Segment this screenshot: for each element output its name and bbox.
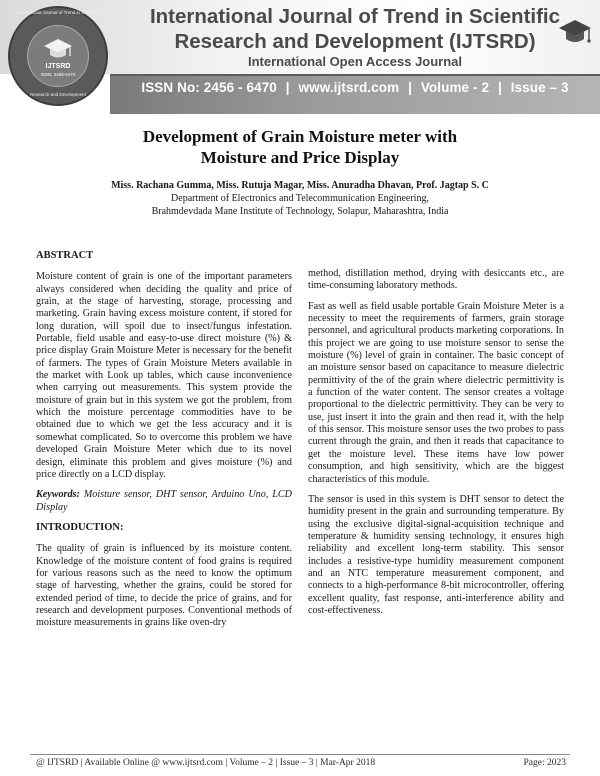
paper-title-line2: Moisture and Price Display <box>200 148 400 167</box>
keywords-label: Keywords: <box>36 489 80 501</box>
abstract-heading: ABSTRACT <box>36 250 94 261</box>
keywords-text: Moisture sensor, DHT sensor, Arduino Uno, LCD Display <box>36 489 292 513</box>
separator: | <box>285 80 290 95</box>
introduction-heading: INTRODUCTION: <box>36 521 124 533</box>
paper-title-line1: Development of Grain Moisture meter with <box>142 127 458 146</box>
keywords-line <box>36 489 292 514</box>
logo-issn: ISSN: 2456-6470 <box>40 72 76 77</box>
logo-ring-bottom-text: Research and Development <box>30 92 86 98</box>
abstract-text: Moisture content of grain is one of the important parameters always considered when deciding the quality and price of grain, at the stage of harvesting, storage, processing and marketing. Grain having excess moisture content, if stored for long duration, will spoil due to insect/fungus infestation. Portable, field usable and easy-to-use direct moisture (%) & price display Grain Moisture Meter is necessary for the benefit of farmers. The types of Grain Moisture Meters available in the market with Look up tables, which cause inconvenience when carrying out measurements. This system provide the moisture of grain but in this system we got the problem, from which the moisture percentage commodities have to be obtained due to which we get the less accuracy and it is somewhat complicated. So to overcome this problem we have developed Grain Moisture Meter which due to its novel design, eliminate this problem and gives moisture (%) and price directly on a LCD display. <box>36 271 292 480</box>
footer-divider <box>30 754 570 755</box>
left-column <box>36 250 292 638</box>
page-footer <box>36 758 566 768</box>
issn-number: ISSN No: 2456 - 6470 <box>141 80 277 95</box>
graduation-cap-icon <box>558 18 592 46</box>
page-number: Page: 2023 <box>523 758 566 768</box>
paper-title <box>40 126 560 168</box>
logo-ring-top-text: International Journal of Trend in Scientific <box>16 10 100 15</box>
journal-website-link[interactable]: www.ijtsrd.com <box>298 80 400 95</box>
separator: | <box>497 80 502 95</box>
separator: | <box>408 80 412 95</box>
journal-name <box>120 4 590 54</box>
introduction-text: The quality of grain is influenced by its moisture content. Knowledge of the moisture content of food grains is required for various reasons such as the need to know the optimum stage of harvesting, whether the grains, could be stored for extended period of time, to decide the price of grains, and for research and development purposes. Conventional methods of moisture measurements in grains like oven-dry <box>36 543 292 629</box>
right-paragraph-3: The sensor is used in this system is DHT sensor to detect the humidity present in the grain and surrounding temperature. By using the exclusive digital-signal-acquisition technique and temperature & humidity sensing technology, it ensures high reliability and excellent long-term stability. This sensor includes a resistive-type humidity measurement component and an NTC temperature measurement component, and connects to a high-performance 8-bit microcontroller, offering excellent quality, fast response, anti-interference ability and cost-effectiveness. <box>308 493 564 616</box>
author-list: Miss. Rachana Gumma, Miss. Rutuja Magar, Miss. Anuradha Dhavan, Prof. Jagtap S. C <box>111 180 489 191</box>
journal-name-line2: Research and Development (IJTSRD) <box>174 30 536 53</box>
footer-citation: @ IJTSRD | Available Online @ www.ijtsrd.com | Volume – 2 | Issue – 3 | Mar-Apr 2018 <box>36 758 376 768</box>
volume-label: Volume - 2 <box>420 80 490 95</box>
right-paragraph-1: method, distillation method, drying with desiccants etc., are time-consuming laboratory methods. <box>308 268 564 292</box>
logo-abbreviation: IJTSRD <box>45 63 71 70</box>
issn-info-bar <box>110 80 600 95</box>
journal-logo <box>8 6 108 106</box>
right-column <box>308 268 564 625</box>
issue-label: Issue – 3 <box>510 80 569 95</box>
graduation-cap-icon <box>43 37 73 61</box>
journal-name-line1: International Journal of Trend in Scientific <box>149 5 561 28</box>
journal-banner <box>0 0 600 114</box>
department-affiliation: Department of Electronics and Telecommunication Engineering, <box>171 193 429 204</box>
institute-affiliation: Brahmdevdada Mane Institute of Technology, Solapur, Maharashtra, India <box>151 206 449 217</box>
open-access-label: International Open Access Journal <box>247 54 463 69</box>
right-paragraph-2: Fast as well as field usable portable Grain Moisture Meter is a necessity to meet the requirements of farmers, grain storage personnel, and agricultural products marketing corporations. In this project we are going to use moisture sensor to sense the moisture (%) level of grain in container. The basic concept of an moisture sensor based on capacitance to measure dielectric permittivity of the of the grain where dielectric permittivity is a function of the water content. The sensor creates a voltage proportional to the dielectric permittivity. They can be very to use, just insert it into the grain and then read it, with the help of this sensor. This moisture sensor uses the two probes to pass current through the grain, and then it reads that capacitance to get the moisture level. These items have low power consumption, and high sensitivity, which are the biggest characteristics of this module. <box>308 300 564 485</box>
